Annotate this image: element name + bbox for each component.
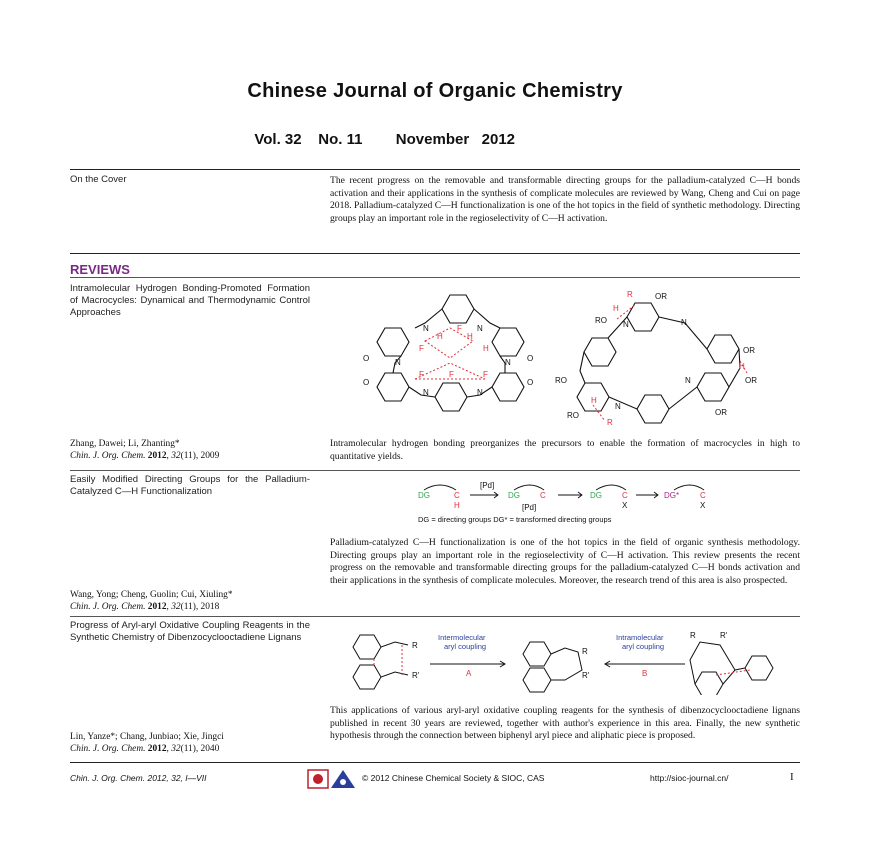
svg-text:RO: RO	[555, 376, 567, 385]
cover-label: On the Cover	[70, 174, 127, 185]
citation-year: 2012	[147, 451, 167, 461]
svg-text:R': R'	[582, 671, 590, 680]
svg-text:R': R'	[412, 671, 420, 680]
svg-text:N: N	[685, 376, 691, 385]
svg-text:C: C	[622, 491, 628, 500]
svg-text:H: H	[437, 332, 443, 341]
citation-year: 2012	[147, 602, 167, 612]
svg-text:OR: OR	[743, 346, 755, 355]
svg-text:O: O	[363, 354, 370, 363]
article-authors	[70, 731, 320, 755]
directing-group-scheme	[410, 478, 730, 528]
svg-text:[Pd]: [Pd]	[522, 503, 537, 512]
svg-text:X: X	[700, 501, 706, 510]
citation[interactable]: Chin. J. Org. Chem. 2012, 32(11), 2040	[70, 744, 220, 754]
article-abstract: This applications of various aryl-aryl oxidative coupling reagents for the synthesis of dibenzocyclooctadiene lignans published in recent 30 years are reviewed, together with author's experience in this area. Finally, the new synthetic hypothesis through the connection between biphenyl aryl piece and aliphatic piece is proposed.	[330, 705, 800, 742]
svg-text:DG*: DG*	[664, 491, 680, 500]
svg-text:B: B	[642, 669, 648, 678]
svg-text:F: F	[419, 370, 424, 379]
svg-text:Intermolecular aryl coup: Intermolecular aryl coupling	[438, 633, 487, 651]
citation-volume: 32	[171, 602, 181, 612]
author-names: Zhang, Dawei; Li, Zhanting*	[70, 439, 180, 449]
macrocycle-graphic	[355, 283, 805, 433]
svg-text:N: N	[477, 324, 483, 333]
svg-text:Intramolecular aryl coup: Intramolecular aryl coupling	[616, 633, 665, 651]
article-title[interactable]: Intramolecular Hydrogen Bonding-Promoted Formation of Macrocycles: Dynamical and Thermodynamic Control Approaches	[70, 283, 310, 318]
svg-text:DG: DG	[590, 491, 602, 500]
svg-text:R: R	[412, 641, 418, 650]
citation-pages: (11), 2009	[180, 451, 220, 461]
volume: Vol. 32	[254, 131, 302, 148]
svg-text:[Pd]: [Pd]	[480, 481, 495, 490]
page-number: I	[790, 771, 794, 783]
footer-copyright: © 2012 Chinese Chemical Society & SIOC, CAS	[362, 773, 545, 783]
svg-text:N: N	[423, 324, 429, 333]
article-title[interactable]: Easily Modified Directing Groups for the Palladium-Catalyzed C—H Functionalization	[70, 474, 310, 497]
svg-text:F: F	[419, 344, 424, 353]
footer-citation: Chin. J. Org. Chem. 2012, 32, I—VII	[70, 773, 207, 783]
divider	[70, 277, 800, 278]
citation-pages: (11), 2040	[180, 744, 220, 754]
article-abstract: Palladium-catalyzed C—H functionalization is one of the hot topics in the field of organic synthesis methodology. Directing groups play an important role in the regioselectivity of C—H activation. This review presents the recent progress on the removable and transformable directing groups for the palladium-catalyzed C—H bonds activation and their applications in the synthesis of complicate molecules. Moreover, the research trend of this area is also prospected.	[330, 537, 800, 586]
journal-abbrev: Chin. J. Org. Chem.	[70, 451, 146, 461]
svg-text:DG: DG	[508, 491, 520, 500]
svg-text:N: N	[623, 320, 629, 329]
svg-text:RO: RO	[595, 316, 607, 325]
svg-text:R: R	[607, 418, 613, 427]
svg-text:DG = directing groups DG* =: DG = directing groups DG* = transformed directing groups	[418, 515, 612, 524]
citation-volume: 32	[171, 744, 181, 754]
article-title[interactable]: Progress of Aryl-aryl Oxidative Coupling Reagents in the Synthetic Chemistry of Dibenzocyclooctadiene Lignans	[70, 620, 310, 643]
svg-text:R: R	[690, 631, 696, 640]
svg-text:H: H	[467, 332, 473, 341]
svg-text:N: N	[395, 358, 401, 367]
svg-text:O: O	[363, 378, 370, 387]
cover-text: The recent progress on the removable and transformable directing groups for the palladium-catalyzed C—H bonds activation and their applications in the synthesis of complicate molecules are reviewed by Wang, Cheng and Cui on page 2018. Palladium-catalyzed C—H functionalization is one of the hot topics in the field of synthetic methodology. Directing groups play an important role in the regioselectivity of C—H activation.	[330, 175, 800, 224]
svg-text:H: H	[739, 362, 745, 371]
svg-text:F: F	[449, 370, 454, 379]
divider	[70, 253, 800, 254]
svg-text:C: C	[540, 491, 546, 500]
author-names: Wang, Yong; Cheng, Guolin; Cui, Xiuling*	[70, 590, 233, 600]
svg-text:C: C	[700, 491, 706, 500]
divider	[70, 169, 800, 170]
svg-text:R: R	[627, 290, 633, 299]
citation[interactable]: Chin. J. Org. Chem. 2012, 32(11), 2009	[70, 451, 220, 461]
citation-volume: 32	[171, 451, 181, 461]
svg-text:F: F	[457, 324, 462, 333]
divider	[70, 616, 800, 617]
svg-text:DG: DG	[418, 491, 430, 500]
svg-text:OR: OR	[715, 408, 727, 417]
footer-url-link[interactable]: http://sioc-journal.cn/	[650, 773, 729, 783]
journal-abbrev: Chin. J. Org. Chem.	[70, 602, 146, 612]
svg-text:R: R	[582, 647, 588, 656]
svg-text:RO: RO	[567, 411, 579, 420]
svg-text:N: N	[681, 318, 687, 327]
article-authors	[70, 589, 320, 613]
svg-text:N: N	[615, 402, 621, 411]
svg-text:F: F	[483, 370, 488, 379]
svg-text:H: H	[483, 344, 489, 353]
journal-abbrev: Chin. J. Org. Chem.	[70, 744, 146, 754]
svg-text:A: A	[466, 669, 472, 678]
svg-text:N: N	[477, 388, 483, 397]
svg-text:H: H	[613, 304, 619, 313]
article-abstract: Intramolecular hydrogen bonding preorganizes the precursors to enable the formation of macrocycles in high to quantitative yields.	[330, 438, 800, 462]
svg-text:N: N	[505, 358, 511, 367]
lignan-scheme	[350, 620, 790, 695]
svg-text:H: H	[454, 501, 460, 510]
citation-pages: (11), 2018	[180, 602, 220, 612]
svg-text:R': R'	[720, 631, 728, 640]
svg-text:C: C	[454, 491, 460, 500]
svg-text:O: O	[527, 378, 534, 387]
journal-title: Chinese Journal of Organic Chemistry	[247, 80, 623, 102]
svg-text:N: N	[423, 388, 429, 397]
issue-number: No. 11	[318, 131, 363, 148]
svg-text:OR: OR	[745, 376, 757, 385]
article-authors	[70, 438, 320, 462]
divider	[70, 762, 800, 763]
section-heading: REVIEWS	[70, 262, 130, 277]
svg-text:H: H	[591, 396, 597, 405]
svg-text:X: X	[622, 501, 628, 510]
citation-year: 2012	[147, 744, 167, 754]
publisher-logos	[307, 768, 357, 790]
issue-line	[246, 114, 515, 148]
ccs-logo-mark-icon	[313, 774, 323, 784]
issue-date: November 2012	[395, 131, 516, 148]
author-names: Lin, Yanze*; Chang, Junbiao; Xie, Jingci	[70, 732, 224, 742]
svg-text:OR: OR	[655, 292, 667, 301]
svg-text:O: O	[527, 354, 534, 363]
citation[interactable]: Chin. J. Org. Chem. 2012, 32(11), 2018	[70, 602, 220, 612]
divider	[70, 470, 800, 471]
